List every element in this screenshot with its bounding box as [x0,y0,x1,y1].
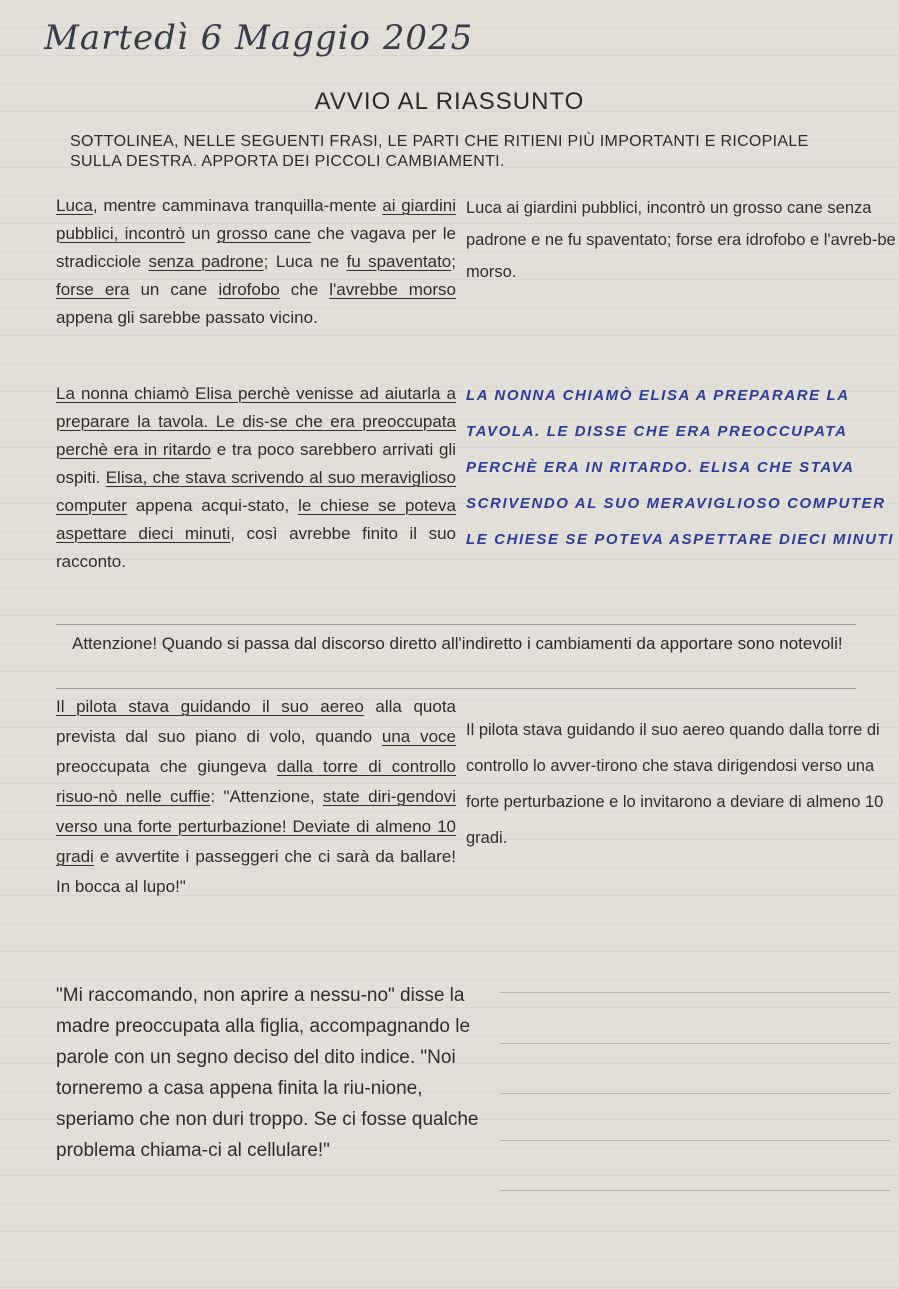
underlined-phrase: l'avrebbe morso [329,280,456,299]
underlined-phrase: Il pilota stava guidando il suo aereo [56,697,364,716]
underlined-phrase: dalla torre di controllo risuo-nò nelle cuffie [56,757,456,806]
attention-note: Attenzione! Quando si passa dal discorso diretto all'indiretto i cambiamenti da apportare sono notevoli! [72,634,843,653]
text-run: alla quota prevista dal suo piano di volo, quando [56,697,457,746]
exercise-2-answer: LA NONNA CHIAMÒ ELISA A PREPARARE LA TAVOLA. LE DISSE CHE ERA PREOCCUPATA PERCHÈ ERA IN RITARDO. ELISA CHE STAVA SCRIVENDO AL SUO MERAVIGLIOSO COMPUTER LE CHIESE SE POTEVA ASPETTARE DIECI MINUTI [466,387,895,548]
text-run: ; Luca ne [263,252,347,271]
exercise-3-answer: Il pilota stava guidando il suo aereo quando dalla torre di controllo lo avver-tirono che stava dirigendosi verso una forte perturbazione e lo invitarono a deviare di almeno 10 gradi. [466,721,884,847]
exercise-1-text [56,192,456,332]
exercise-4-text: "Mi raccomando, non aprire a nessu-no" disse la madre preoccupata alla figlia, accompagnando le parole con un segno deciso del dito indice. "Noi torneremo a casa appena finita la riu-nione, speriamo che non duri troppo. Se ci fosse qualche problema chiama-ci al cellulare!" [56,985,479,1161]
text-run: e avvertite i passeggeri che ci sarà da ballare! In bocca al lupo!" [56,847,456,896]
text-run: , così avrebbe finito il suo racconto. [56,524,456,571]
underlined-phrase: senza padrone [148,252,264,271]
underlined-phrase: ai giardini pubblici, incontrò [56,196,457,243]
page-title: AVVIO AL RIASSUNTO [314,88,585,115]
answer-blank-line [500,1140,890,1141]
answer-blank-line [500,1190,890,1191]
text-run: che [279,280,330,299]
underlined-phrase: Luca [56,196,93,215]
text-run: appena acqui-stato, [126,496,299,515]
text-run: , mentre camminava tranquilla-mente [92,196,383,215]
answer-blank-line [500,1043,890,1044]
text-run: ; [451,252,456,271]
divider [56,624,856,625]
underlined-phrase: state diri-gendovi verso una forte perturbazione! Deviate di almeno 10 gradi [56,787,456,866]
underlined-phrase: una voce [381,727,456,746]
text-run: un cane [129,280,219,299]
exercise-2-text [56,380,456,576]
divider [56,688,856,689]
answer-blank-line [500,992,890,993]
text-run: e tra poco sarebbero arrivati gli ospiti. [56,440,457,487]
underlined-phrase: fu spaventato [346,252,452,271]
answer-blank-line [500,1093,890,1094]
underlined-phrase: Elisa, che stava scrivendo al suo meraviglioso computer [56,468,456,515]
text-run: un [185,224,217,243]
text-run: preoccupata che giungeva [56,757,277,776]
underlined-phrase: forse era [56,280,130,299]
underlined-phrase: La nonna chiamò Elisa perchè venisse ad aiutarla a preparare la tavola. Le dis-se che era preoccupata perchè era in ritardo [56,384,456,459]
underlined-phrase: idrofobo [218,280,280,299]
text-run: : "Attenzione, [210,787,323,806]
exercise-3-text [56,692,456,902]
handwritten-date: Martedì 6 Maggio 2025 [44,18,474,58]
underlined-phrase: le chiese se poteva aspettare dieci minuti [56,496,456,543]
underlined-phrase: grosso cane [216,224,311,243]
text-run: che vagava per le stradicciole [56,224,456,271]
instructions: SOTTOLINEA, NELLE SEGUENTI FRASI, LE PARTI CHE RITIENI PIÙ IMPORTANTI E RICOPIALE SULLA DESTRA. APPORTA DEI PICCOLI CAMBIAMENTI. [70,133,809,170]
exercise-1-answer: Luca ai giardini pubblici, incontrò un grosso cane senza padrone e ne fu spaventato; forse era idrofobo e l'avreb-be morso. [466,199,896,281]
text-run: appena gli sarebbe passato vicino. [56,308,318,327]
